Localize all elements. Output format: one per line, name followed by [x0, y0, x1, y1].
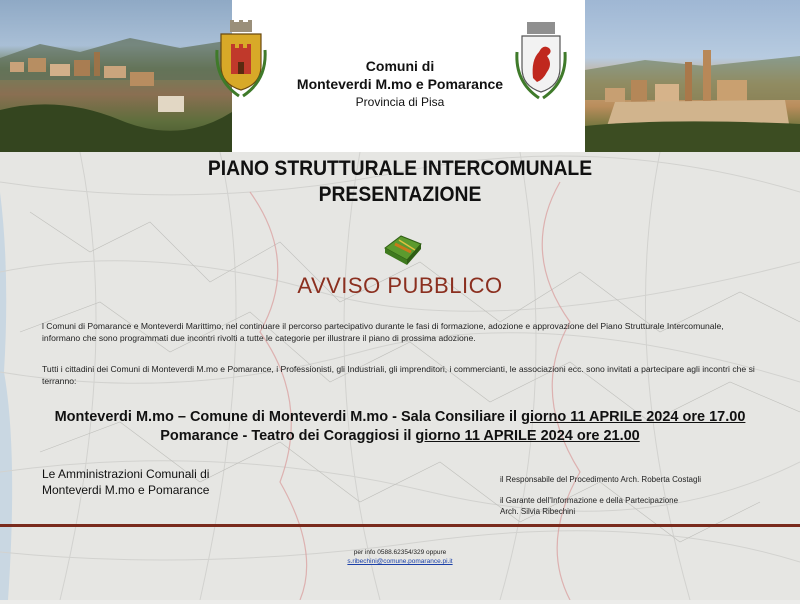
- guarantor-title: il Garante dell'Informazione e della Partecipazione: [500, 496, 679, 505]
- footer-contact: [0, 548, 800, 566]
- header-comuni: Comuni di: [365, 58, 435, 74]
- title-line-2: PRESENTAZIONE: [318, 183, 482, 206]
- administrations-line-2: Monteverdi M.mo e Pomarance: [42, 483, 210, 497]
- castle-tower-crest-icon: [213, 20, 269, 102]
- meeting-pomarance-place: Pomarance - Teatro dei Coraggiosi il: [160, 428, 416, 444]
- administrations-line-1: Le Amministrazioni Comunali di: [42, 467, 210, 481]
- procedure-manager: il Responsabile del Procedimento Arch. Roberta Costagli: [500, 475, 701, 484]
- footer-divider: [0, 524, 800, 527]
- guarantor-name: Arch. Silvia Ribechini: [500, 507, 576, 516]
- meeting-monteverdi-date: giorno 11 APRILE 2024 ore 17.00: [521, 409, 746, 425]
- administrations-signature: [42, 466, 209, 498]
- meeting-pomarance: [0, 427, 800, 446]
- monteverdi-landscape-photo: [0, 0, 232, 152]
- meeting-monteverdi-place: Monteverdi M.mo – Comune di Monteverdi M.mo - Sala Consiliare il: [54, 409, 522, 425]
- public-notice-heading: AVVISO PUBBLICO: [297, 273, 503, 298]
- header-text: [280, 58, 520, 109]
- header-municipalities: Monteverdi M.mo e Pomarance: [296, 76, 504, 92]
- footer-phone: per info 0588.62354/329 oppure: [353, 549, 447, 556]
- header-province: Provincia di Pisa: [355, 95, 445, 109]
- intro-paragraph: l Comuni di Pomarance e Monteverdi Marittimo, nel continuare il percorso partecipativo durante le fasi di formazione, adozione e approvazione del Piano Strutturale Intercomunale, informano che sono programmati due incontri rivolti a tutte le categorie per illustrare il piano di prossima adozione.: [42, 321, 724, 343]
- document-title: [32, 156, 768, 208]
- meeting-schedule: [0, 408, 800, 446]
- red-lion-crest-icon: [513, 22, 569, 104]
- green-map-emblem-icon: [381, 228, 425, 268]
- information-guarantor: [500, 495, 678, 517]
- footer-email-link[interactable]: s.ribechini@comune.pomarance.pi.it: [347, 558, 453, 565]
- meeting-pomarance-date: giorno 11 APRILE 2024 ore 21.00: [415, 428, 640, 444]
- meeting-monteverdi: [0, 408, 800, 427]
- title-line-1: PIANO STRUTTURALE INTERCOMUNALE: [207, 157, 593, 180]
- pomarance-landscape-photo: [585, 0, 800, 152]
- invitation-paragraph: Tutti i cittadini dei Comuni di Monteverdi M.mo e Pomarance, i Professionisti, gli Industriali, gli imprenditori, i commercianti, le associazioni ecc. sono invitati a partecipare agli incontri che si terranno:: [42, 364, 755, 386]
